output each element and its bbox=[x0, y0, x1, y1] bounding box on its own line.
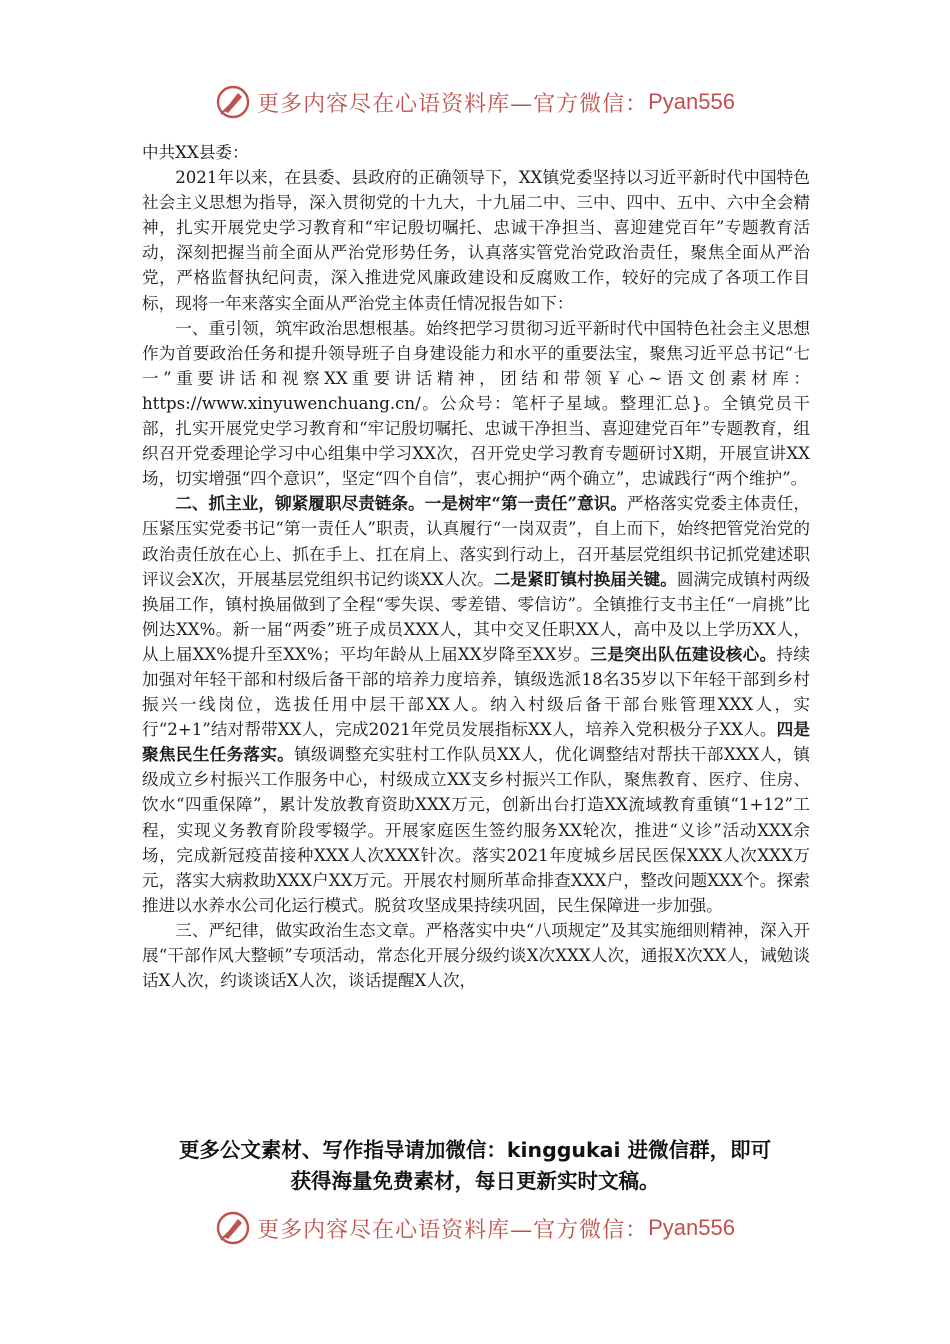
section-2-sub2-text: 圆满完成镇村两级换届工作，镇村换届做到了全程“零失误、零差错、零信访”。全镇推行支书主任“一肩挑”比例达XX%。新一届“两委”班子成员XXX人，其中交叉任职XX人，高中及以上学历XX人，从上届XX%提升至XX%；平均年龄从上届XX岁降至XX岁。 bbox=[142, 569, 810, 664]
section-2-heading: 二、抓主业，铆紧履职尽责链条。 bbox=[175, 493, 425, 514]
section-2-sub4-text: 镇级调整充实驻村工作队员XX人，优化调整结对帮扶干部XXX人，镇级成立乡村振兴工作服务中心，村级成立XX支乡村振兴工作队，聚焦教育、医疗、住房、饮水“四重保障”，累计发放教育资助XXX万元，创新出台打造XX流域教育重镇“1+12”工程，实现义务教育阶段零辍学。开展家庭医生签约服务XX轮次，推进“义诊”活动XXX余场，完成新冠疫苗接种XXX人次XXX针次。落实2021年度城乡居民医保XXX人次XXX万元，落实大病救助XXX户XX万元。开展农村厕所革命排查XXX户，整改问题XXX个。探索推进以水养水公司化运行模式。脱贫攻坚成果持续巩固，民生保障进一步加强。 bbox=[142, 745, 810, 915]
section-2-sub4-title: 四是聚焦民生任务落实。 bbox=[142, 719, 811, 765]
banner-text: 更多内容尽在心语资料库—官方微信： bbox=[257, 91, 649, 117]
section-3-paragraph: 三、严纪律，做实政治生态文章。严格落实中央“八项规定”及其实施细则精神，深入开展“干部作风大整顿”专项活动，常态化开展分级约谈X次XXX人次，通报X次XX人，诫勉谈话X人次，约谈谈话X人次，谈话提醒X人次， bbox=[142, 920, 810, 991]
promo-line-2: 获得海量免费素材，每日更新实时文稿。 bbox=[290, 1169, 660, 1193]
promo-line-1: 更多公文素材、写作指导请加微信：kinggukai 进微信群，即可 bbox=[178, 1138, 772, 1162]
promo-notice bbox=[110, 1135, 840, 1197]
section-2-sub1-title: 一是树牢“第一责任”意识。 bbox=[424, 493, 628, 514]
document-body bbox=[142, 140, 810, 993]
pen-nib-logo-icon bbox=[215, 1210, 251, 1246]
section-2-sub3-text: 持续加强对年轻干部和村级后备干部的培养力度培养，镇级选派18名35岁以下年轻干部到乡村振兴一线岗位，选拔任用中层干部XX人。纳入村级后备干部台账管理XXX人，实行“2+1”结对帮带XX人，完成2021年党员发展指标XX人，培养入党积极分子XX人。 bbox=[142, 644, 811, 740]
section-2-paragraph bbox=[142, 491, 810, 918]
header-banner bbox=[0, 82, 950, 122]
intro-paragraph: 2021年以来，在县委、县政府的正确领导下，XX镇党委坚持以习近平新时代中国特色社会主义思想为指导，深入贯彻党的十九大，十九届二中、三中、四中、五中、六中全会精神，扎实开展党史学习教育和“牢记殷切嘱托、忠诚干净担当、喜迎建党百年”专题教育活动，深刻把握当前全面从严治党形势任务，认真落实管党治党政治责任，聚焦全面从严治党，严格监督执纪问责，深入推进党风廉政建设和反腐败工作，较好的完成了各项工作目标，现将一年来落实全面从严治党主体责任情况报告如下： bbox=[142, 168, 810, 313]
banner-wechat-id: Pyan556 bbox=[648, 1215, 735, 1240]
banner-text: 更多内容尽在心语资料库—官方微信： bbox=[257, 1217, 649, 1243]
section-2-sub3-title: 三是突出队伍建设核心。 bbox=[590, 643, 777, 664]
salutation: 中共XX县委： bbox=[142, 143, 249, 162]
banner-wechat-id: Pyan556 bbox=[648, 89, 735, 114]
footer-banner bbox=[0, 1208, 950, 1248]
section-2-sub2-title: 二是紧盯镇村换届关键。 bbox=[493, 568, 677, 589]
section-1-paragraph: 一、重引领，筑牢政治思想根基。始终把学习贯彻习近平新时代中国特色社会主义思想作为首要政治任务和提升领导班子自身建设能力和水平的重要法宝，聚焦习近平总书记“七一”重要讲话和视察XX重要讲话精神，团结和带领￥心~语文创素材库：https://www.xinyuwenchuang.cn/。公众号：笔杆子星域。整理汇总}。全镇党员干部，扎实开展党史学习教育和“牢记殷切嘱托、忠诚干净担当、喜迎建党百年”专题教育，组织召开党委理论学习中心组集中学习XX次，召开党史学习教育专题研讨X期，开展宣讲XX场，切实增强“四个意识”，坚定“四个自信”，衷心拥护“两个确立”，忠诚践行“两个维护”。 bbox=[142, 318, 810, 489]
pen-nib-logo-icon bbox=[215, 84, 251, 120]
section-2-sub1-text: 严格落实党委主体责任，压紧压实党委书记“第一责任人”职责，认真履行“一岗双责”，自上而下，始终把管党治党的政治责任放在心上、抓在手上、扛在肩上、落实到行动上，召开基层党组织书记抓党建述职评议会X次，开展基层党组织书记约谈XX人次。 bbox=[142, 494, 811, 589]
